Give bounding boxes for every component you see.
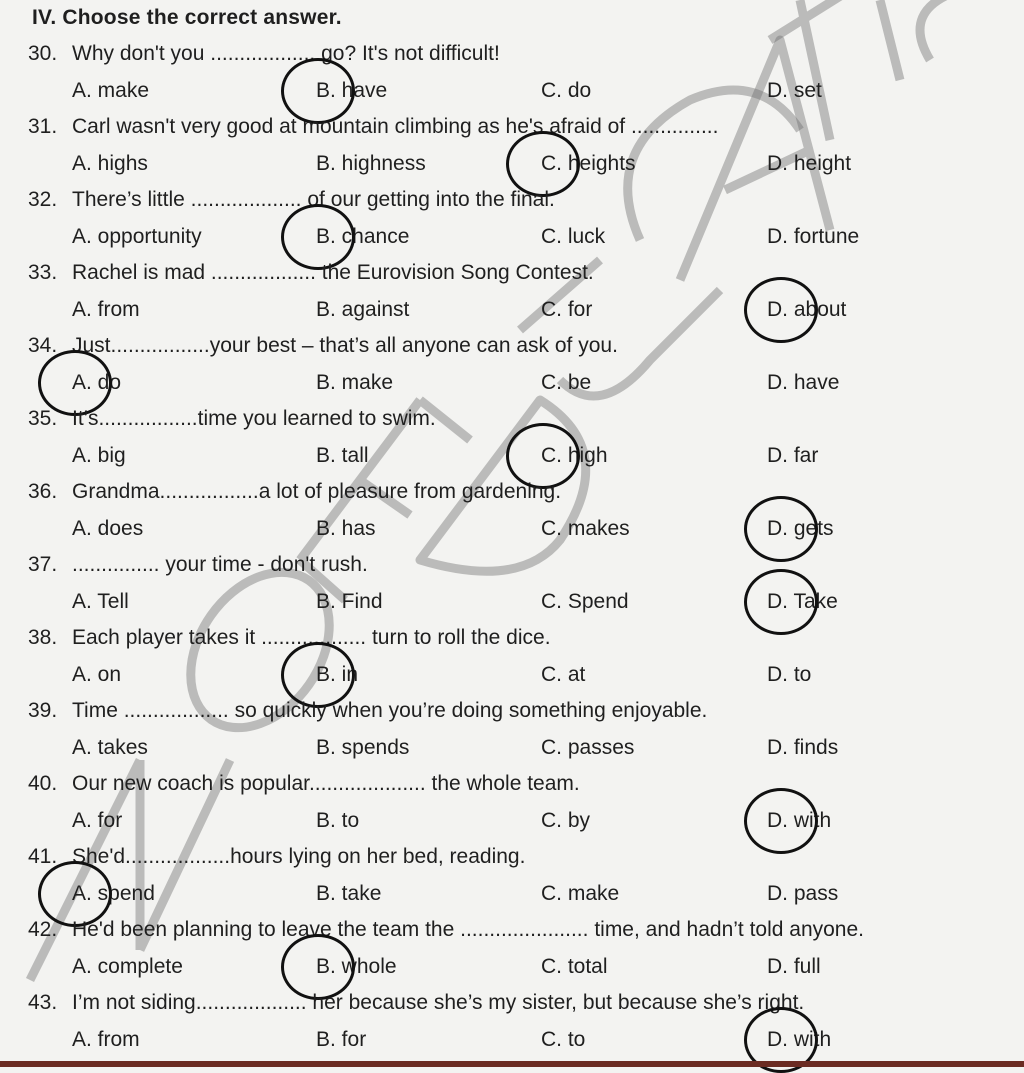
answer-option[interactable]: D. height: [767, 152, 852, 175]
question-text: ............... your time - don't rush.: [72, 553, 368, 576]
answer-option[interactable]: C. Spend: [541, 590, 629, 613]
answer-circle-mark: [744, 569, 818, 635]
question-text: Our new coach is popular.................... the whole team.: [72, 772, 580, 795]
answer-option[interactable]: B. tall: [316, 444, 369, 467]
answer-option[interactable]: C. do: [541, 79, 592, 102]
question-36: [28, 480, 561, 504]
question-37: [28, 553, 368, 577]
answer-option[interactable]: D. have: [767, 371, 840, 394]
question-text: She'd..................hours lying on her bed, reading.: [72, 845, 526, 868]
answer-option[interactable]: D. fortune: [767, 225, 860, 248]
answer-option[interactable]: C. by: [541, 809, 591, 832]
question-text: Carl wasn't very good at mountain climbing as he's afraid of ...............: [72, 115, 719, 138]
answer-circle-mark: [744, 277, 818, 343]
question-number: 43.: [28, 991, 58, 1014]
answer-option[interactable]: C. make: [541, 882, 620, 905]
answer-option[interactable]: D. Take: [767, 590, 838, 613]
question-text: Just.................your best – that’s all anyone can ask of you.: [72, 334, 618, 357]
answer-option[interactable]: C. makes: [541, 517, 630, 540]
answer-option[interactable]: A. do: [72, 371, 122, 394]
answer-circle-mark: [744, 788, 818, 854]
answer-option[interactable]: B. in: [316, 663, 359, 686]
answer-option[interactable]: A. from: [72, 298, 140, 321]
answer-option[interactable]: B. for: [316, 1028, 367, 1051]
answer-option[interactable]: B. highness: [316, 152, 426, 175]
answer-option[interactable]: D. set: [767, 79, 822, 102]
question-number: 41.: [28, 845, 58, 868]
answer-option[interactable]: B. whole: [316, 955, 397, 978]
answer-option[interactable]: B. have: [316, 79, 388, 102]
question-number: 42.: [28, 918, 58, 941]
question-number: 30.: [28, 42, 58, 65]
question-30: [28, 42, 500, 66]
question-number: 36.: [28, 480, 58, 503]
answer-option[interactable]: B. Find: [316, 590, 383, 613]
question-32: [28, 188, 555, 212]
question-39: [28, 699, 707, 723]
answer-option[interactable]: A. big: [72, 444, 126, 467]
question-number: 31.: [28, 115, 58, 138]
answer-circle-mark: [744, 496, 818, 562]
question-33: [28, 261, 594, 285]
answer-option[interactable]: A. from: [72, 1028, 140, 1051]
question-text: It’s.................time you learned to swim.: [72, 407, 436, 430]
question-text: Rachel is mad .................. the Eurovision Song Contest.: [72, 261, 594, 284]
question-text: Grandma.................a lot of pleasure from gardening.: [72, 480, 562, 503]
question-text: Time .................. so quickly when you’re doing something enjoyable.: [72, 699, 708, 722]
question-number: 37.: [28, 553, 58, 576]
question-number: 33.: [28, 261, 58, 284]
page-border-bottom: [0, 1061, 1024, 1067]
question-number: 34.: [28, 334, 58, 357]
answer-option[interactable]: C. heights: [541, 152, 636, 175]
answer-option[interactable]: C. luck: [541, 225, 606, 248]
answer-option[interactable]: C. for: [541, 298, 593, 321]
answer-option[interactable]: D. pass: [767, 882, 839, 905]
answer-option[interactable]: C. at: [541, 663, 586, 686]
question-41: [28, 845, 525, 869]
answer-option[interactable]: D. about: [767, 298, 847, 321]
question-43: [28, 991, 804, 1015]
answer-option[interactable]: B. spends: [316, 736, 410, 759]
question-number: 39.: [28, 699, 58, 722]
question-number: 38.: [28, 626, 58, 649]
answer-option[interactable]: A. on: [72, 663, 122, 686]
answer-option[interactable]: B. to: [316, 809, 360, 832]
question-31: [28, 115, 718, 139]
question-text: He'd been planning to leave the team the ...................... time, and hadn’t told anyone.: [72, 918, 865, 941]
answer-option[interactable]: A. complete: [72, 955, 183, 978]
answer-option[interactable]: A. does: [72, 517, 144, 540]
answer-option[interactable]: A. spend: [72, 882, 155, 905]
answer-option[interactable]: D. to: [767, 663, 812, 686]
answer-option[interactable]: D. far: [767, 444, 819, 467]
answer-option[interactable]: A. opportunity: [72, 225, 202, 248]
answer-option[interactable]: A. for: [72, 809, 123, 832]
answer-option[interactable]: D. gets: [767, 517, 834, 540]
answer-option[interactable]: C. total: [541, 955, 608, 978]
answer-option[interactable]: A. takes: [72, 736, 148, 759]
answer-option[interactable]: B. make: [316, 371, 394, 394]
answer-option[interactable]: D. finds: [767, 736, 839, 759]
answer-option[interactable]: B. take: [316, 882, 382, 905]
answer-option[interactable]: A. make: [72, 79, 150, 102]
question-40: [28, 772, 580, 796]
answer-option[interactable]: C. high: [541, 444, 608, 467]
answer-option[interactable]: B. has: [316, 517, 376, 540]
question-number: 35.: [28, 407, 58, 430]
question-34: [28, 334, 618, 358]
question-35: [28, 407, 436, 431]
question-text: Why don't you .................. go? It's not difficult!: [72, 42, 500, 65]
question-text: Each player takes it .................. turn to roll the dice.: [72, 626, 551, 649]
section-title: IV. Choose the correct answer.: [32, 6, 342, 29]
answer-option[interactable]: A. highs: [72, 152, 148, 175]
answer-option[interactable]: C. be: [541, 371, 592, 394]
question-text: There’s little ................... of our getting into the final.: [72, 188, 555, 211]
answer-option[interactable]: A. Tell: [72, 590, 129, 613]
question-number: 40.: [28, 772, 58, 795]
question-text: I’m not siding................... her because she’s my sister, but because she’s right.: [72, 991, 805, 1014]
answer-option[interactable]: D. with: [767, 1028, 832, 1051]
question-38: [28, 626, 551, 650]
answer-option[interactable]: C. to: [541, 1028, 586, 1051]
answer-option[interactable]: B. against: [316, 298, 410, 321]
answer-option[interactable]: D. full: [767, 955, 821, 978]
question-42: [28, 918, 864, 942]
answer-option[interactable]: C. passes: [541, 736, 635, 759]
answer-option[interactable]: B. chance: [316, 225, 410, 248]
question-number: 32.: [28, 188, 58, 211]
answer-option[interactable]: D. with: [767, 809, 832, 832]
